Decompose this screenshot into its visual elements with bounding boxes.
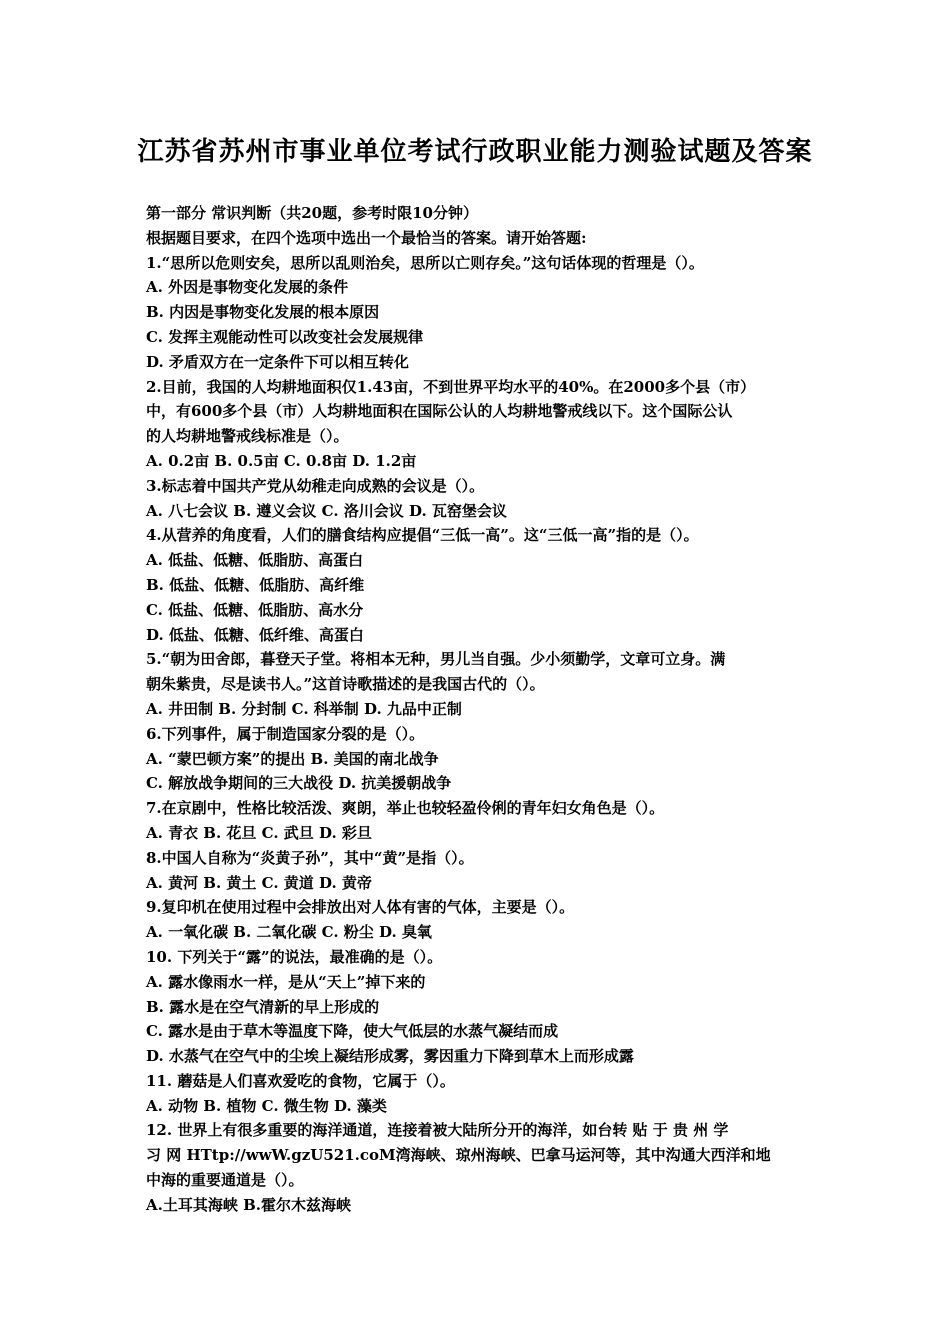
text-line: C. 低盐、低糖、低脂肪、高水分: [146, 600, 364, 619]
text-line: B. 内因是事物变化发展的根本原因: [146, 303, 380, 322]
text-line: 6.下列事件，属于制造国家分裂的是（）。: [146, 724, 425, 743]
text-line: 7.在京剧中，性格比较活泼、爽朗，举止也较轻盈伶俐的青年妇女角色是（）。: [146, 799, 665, 818]
text-line: 第一部分 常识判断（共20题，参考时限10分钟）: [146, 204, 478, 222]
text-line: 中，有600多个县（市）人均耕地面积在国际公认的人均耕地警戒线以下。这个国际公认: [146, 402, 733, 421]
text-line: A. “蒙巴顿方案”的提出 B. 美国的南北战争: [146, 749, 439, 768]
text-line: D. 水蒸气在空气中的尘埃上凝结形成雾，雾因重力下降到草木上而形成露: [146, 1047, 634, 1066]
document-body: [146, 201, 812, 1218]
text-line: A. 八七会议 B. 遵义会议 C. 洛川会议 D. 瓦窑堡会议: [146, 501, 507, 520]
text-line: 2.目前，我国的人均耕地面积仅1.43亩，不到世界平均水平的40%。在2000多个县（市）: [146, 377, 756, 396]
text-line: A. 井田制 B. 分封制 C. 科举制 D. 九品中正制: [146, 699, 462, 718]
text-line: A. 黄河 B. 黄土 C. 黄道 D. 黄帝: [146, 873, 372, 892]
text-line: C. 发挥主观能动性可以改变社会发展规律: [146, 327, 424, 346]
text-line: A. 动物 B. 植物 C. 微生物 D. 藻类: [146, 1096, 387, 1115]
text-line: 11. 蘑菇是人们喜欢爱吃的食物，它属于（）。: [146, 1071, 455, 1090]
text-line: D. 低盐、低糖、低纤维、高蛋白: [146, 625, 364, 644]
text-line: 4.从营养的角度看，人们的膳食结构应提倡“三低一高”。这“三低一高”指的是（）。: [146, 526, 699, 545]
text-line: 5.“朝为田舍郎，暮登天子堂。将相本无种，男儿当自强。少小须勤学，文章可立身。满: [146, 650, 726, 669]
text-line: A. 青衣 B. 花旦 C. 武旦 D. 彩旦: [146, 823, 372, 842]
text-line: A. 一氧化碳 B. 二氧化碳 C. 粉尘 D. 臭氧: [146, 923, 432, 942]
text-line: 8.中国人自称为“炎黄子孙”，其中“黄”是指（）。: [146, 848, 474, 867]
text-line: A. 0.2亩 B. 0.5亩 C. 0.8亩 D. 1.2亩: [146, 451, 417, 470]
text-line: 3.标志着中国共产党从幼稚走向成熟的会议是（）。: [146, 476, 485, 495]
document-title: 江苏省苏州市事业单位考试行政职业能力测验试题及答案: [137, 137, 813, 167]
text-line: 朝朱紫贵，尽是读书人。”这首诗歌描述的是我国古代的（）。: [146, 675, 545, 694]
text-line: B. 露水是在空气清新的早上形成的: [146, 997, 380, 1016]
text-line: 中海的重要通道是（）。: [146, 1171, 304, 1190]
text-line: A. 露水像雨水一样，是从“天上”掉下来的: [146, 972, 426, 991]
text-line: D. 矛盾双方在一定条件下可以相互转化: [146, 352, 409, 371]
text-line: 习 网 HTtp://wwW.gzU521.coM湾海峡、琼州海峡、巴拿马运河等，其中沟通大西洋和地: [146, 1146, 771, 1165]
text-line: 12. 世界上有很多重要的海洋通道，连接着被大陆所分开的海洋，如台转 贴 于 贵 州 学: [146, 1121, 729, 1140]
text-line: 9.复印机在使用过程中会排放出对人体有害的气体，主要是（）。: [146, 898, 575, 917]
text-line: B. 低盐、低糖、低脂肪、高纤维: [146, 575, 365, 594]
text-line: A. 低盐、低糖、低脂肪、高蛋白: [146, 551, 364, 570]
text-line: C. 露水是由于草木等温度下降，使大气低层的水蒸气凝结而成: [146, 1022, 559, 1041]
text-line: 10. 下列关于“露”的说法，最准确的是（）。: [146, 947, 443, 966]
text-line: A.土耳其海峡 B.霍尔木兹海峡: [146, 1195, 351, 1214]
text-line: 1.“思所以危则安矣，思所以乱则治矣，思所以亡则存矣。”这句话体现的哲理是（）。: [146, 253, 704, 272]
text-line: C. 解放战争期间的三大战役 D. 抗美援朝战争: [146, 774, 452, 793]
text-line: 的人均耕地警戒线标准是（）。: [146, 427, 349, 446]
text-line: A. 外因是事物变化发展的条件: [146, 278, 349, 297]
text-line: 根据题目要求，在四个选项中选出一个最恰当的答案。请开始答题:: [146, 228, 587, 247]
